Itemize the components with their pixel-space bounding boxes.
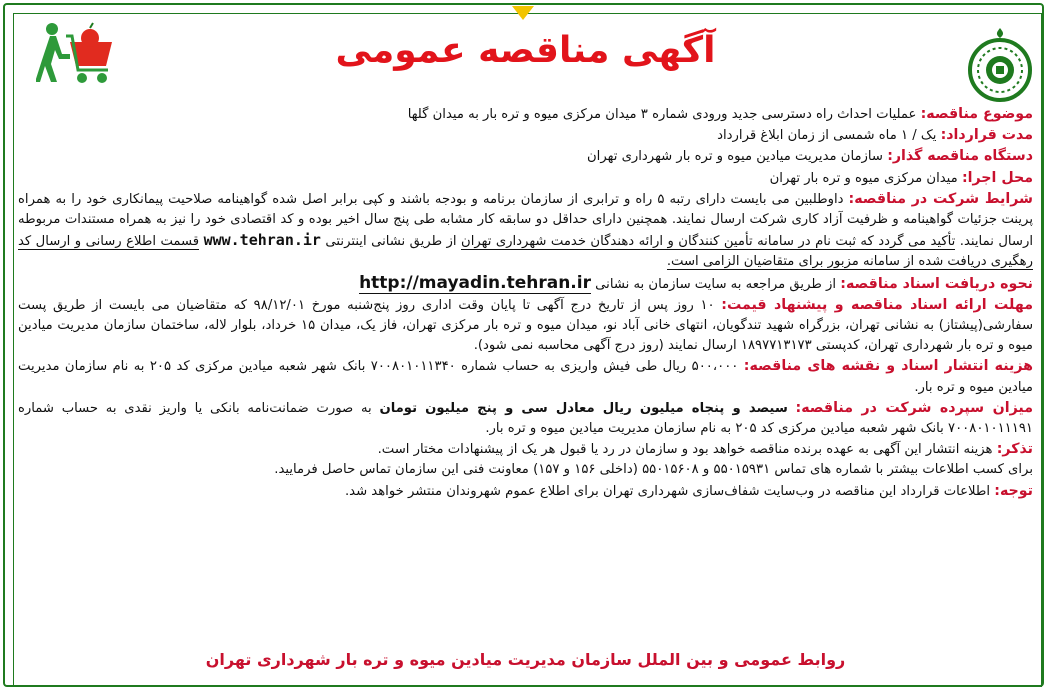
cost-label: هزینه انتشار اسناد و نقشه های مناقصه: — [743, 358, 1033, 375]
location-line — [18, 168, 1033, 189]
subject-label: موضوع مناقصه: — [920, 106, 1033, 122]
duration-label: مدت قرارداد: — [940, 127, 1033, 144]
organizer-line — [18, 146, 1033, 167]
deposit-text: به صورت ضمانت‌نامه بانکی یا واریز نقدی به حساب شماره ۷۰۰۸۰۱۰۱۱۱۹۱ بانک شهر شعبه میادین مرکزی کد ۲۰۵ به نام سازمان مدیریت میادین میوه و تره بار. — [18, 400, 1033, 437]
note-text: اطلاعات قرارداد این مناقصه در وب‌سایت شفاف‌سازی شهرداری تهران برای اطلاع عموم شهروندان منتشر خواهد شد. — [344, 483, 991, 499]
duration-text: یک / ۱ ماه شمسی از زمان ابلاغ قرارداد — [717, 128, 937, 144]
location-text: میدان مرکزی میوه و تره بار تهران — [769, 170, 958, 186]
contact-text: برای کسب اطلاعات بیشتر با شماره های تماس ۵۵۰۱۵۹۳۱ و ۵۵۰۱۵۶۰۸ (داخلی ۱۵۶ و ۱۵۷) معاونت فنی این سازمان تماس حاصل فرمایید. — [274, 462, 1033, 478]
deposit-label: میزان سپرده شرکت در مناقصه: — [795, 399, 1033, 416]
deadline-text: ۱۰ روز پس از تاریخ درج آگهی تا پایان وقت اداری روز پنج‌شنبه مورخ ۹۸/۱۲/۰۱ که متقاضیان می بایست از طریق پست سفارشی(پیشتاز) به نشانی تهران، بزرگراه شهید تندگویان، انتهای خانی آباد نو، میدان میوه و تره بار مرکزی تهران، فاز یک، میدان ۱۵ خرداد، بلوار لاله، ساختمان سازمان مدیریت میادین میوه و تره بار شهرداری تهران، کدپستی ۱۸۹۷۷۱۳۱۷۳ ارسال نمایند (روز درج آگهی محاسبه نمی شود). — [18, 297, 1033, 354]
documents-line — [18, 273, 1033, 295]
subject-text: عملیات احداث راه دسترسی جدید ورودی شماره ۳ میدان مرکزی میوه و تره بار به میدان گلها — [407, 107, 917, 122]
location-label: محل اجرا: — [961, 169, 1033, 186]
note-line — [18, 481, 1033, 502]
deadline-paragraph — [18, 295, 1033, 357]
conditions-emphasis: تأکید می گردد که ثبت نام در سامانه تأمین کنندگان و ارائه دهندگان خدمت شهرداری تهران — [461, 234, 956, 250]
deposit-amount: سیصد و پنجاه میلیون ریال معادل سی و پنج میلیون تومان — [379, 400, 788, 416]
organizer-text: سازمان مدیریت میادین میوه و تره بار شهرداری تهران — [587, 149, 883, 165]
notice-body — [18, 104, 1033, 502]
deposit-paragraph — [18, 398, 1033, 439]
reminder-label: تذکر: — [996, 441, 1033, 458]
note-label: توجه: — [994, 482, 1033, 499]
reminder-paragraph — [18, 439, 1033, 460]
conditions-label: شرایط شرکت در مناقصه: — [848, 190, 1033, 207]
footer-publisher: روابط عمومی و بین الملل سازمان مدیریت میادین میوه و تره بار شهرداری تهران — [205, 650, 846, 669]
documents-text: از طریق مراجعه به سایت سازمان به نشانی — [595, 276, 837, 292]
documents-label: نحوه دریافت اسناد مناقصه: — [840, 275, 1033, 292]
notice-title: آگهی مناقصه عمومی — [335, 30, 716, 71]
top-arrow-icon — [512, 6, 534, 20]
duration-line — [18, 125, 1033, 146]
tehran-link[interactable]: www.tehran.ir — [203, 231, 321, 250]
cost-text: ۵۰۰،۰۰۰ ریال طی فیش واریزی به حساب شماره ۷۰۰۸۰۱۰۱۱۳۴۰ بانک شهر شعبه میادین مرکزی کد ۲۰۵ به نام سازمان مدیریت میادین میوه و تره بار. — [18, 359, 1033, 395]
mayadin-link[interactable]: http://mayadin.tehran.ir — [359, 272, 591, 293]
reminder-text: هزینه انتشار این آگهی به عهده برنده مناقصه خواهد بود و سازمان در رد یا قبول هر یک از پیشنهادات مختار است. — [377, 442, 993, 458]
contact-line — [18, 460, 1033, 480]
conditions-url-prefix: از طریق نشانی اینترنتی — [325, 234, 457, 250]
conditions-url-suffix: قسمت اطلاع رسانی و ارسال کد رهگیری دریافت شده از سامانه مزبور برای متقاضیان الزامی است. — [18, 234, 1033, 270]
organizer-label: دستگاه مناقصه گذار: — [887, 148, 1033, 165]
subject-line — [18, 104, 1033, 125]
conditions-text: داوطلبین می بایست دارای رتبه ۵ راه و ترابری از سازمان برنامه و بودجه باشند و کپی برابر اصل شده گواهینامه صلاحیت پیمانکاری خود را به همراه پرینت جزئیات گواهینامه و ظرفیت آزاد کاری شرکت ارسال نمایند. همچنین دارای حداقل دو سابقه کار مشابه طی پنج سال اخیر بوده و کد اقتصادی خود را نیز به همراه مستندات مربوطه ارسال نمایند. — [18, 191, 1033, 250]
cost-paragraph — [18, 356, 1033, 397]
conditions-paragraph — [18, 189, 1033, 273]
deadline-label: مهلت ارائه اسناد مناقصه و پیشنهاد قیمت: — [721, 296, 1033, 313]
